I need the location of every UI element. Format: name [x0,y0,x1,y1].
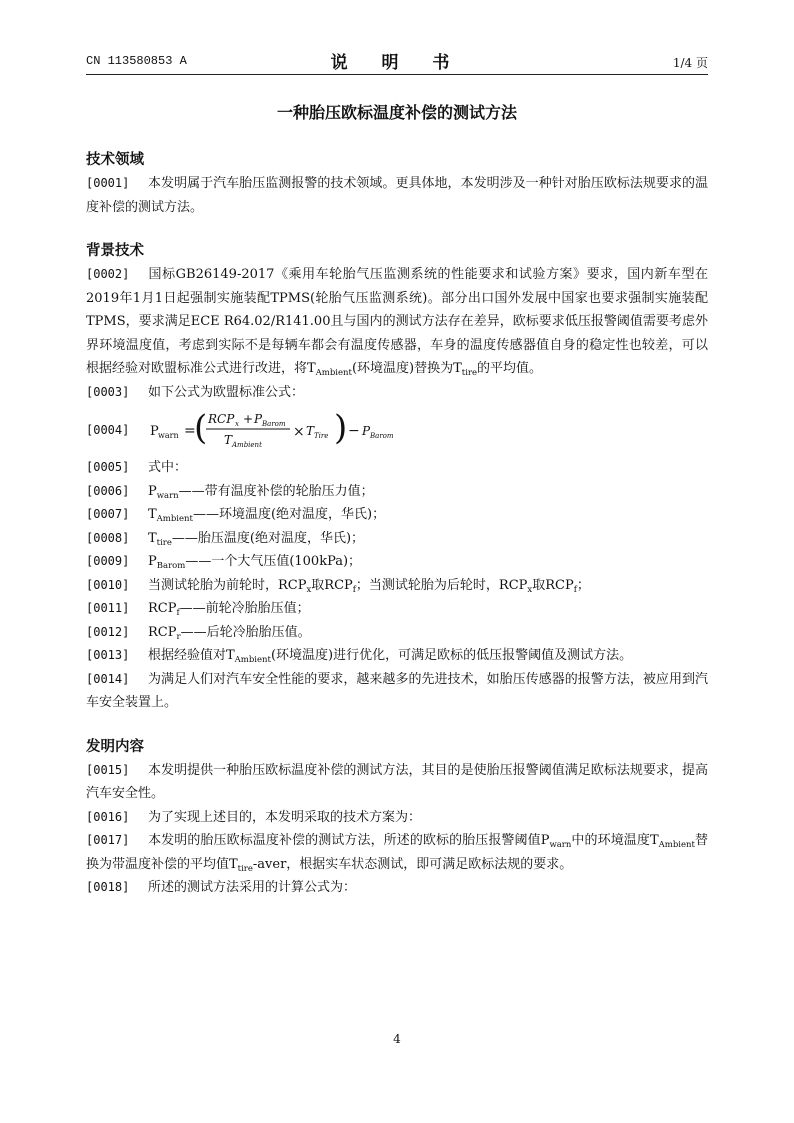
paragraph-number: [0004] [86,423,130,437]
page-header [86,48,708,74]
paragraph-0006 [86,480,708,504]
formula-pbarom: P [362,424,371,438]
formula-pbarom-num-sub: Barom [262,420,286,428]
paragraph-text: (环境温度)替换为T [351,361,462,376]
formula-rcp-sub: x [235,420,239,428]
paragraph-number: [0007] [86,507,130,521]
paragraph-0007 [86,503,708,527]
paragraph-text: 本发明属于汽车胎压监测报警的技术领域。更具体地，本发明涉及一种针对胎压欧标法规要求的温度补偿的测试方法。 [86,176,708,215]
formula-tambient-sub: Ambient [232,441,262,449]
formula-tambient: T [224,433,233,447]
eu-standard-formula [148,406,418,454]
paragraph-number: [0016] [86,809,130,824]
paragraph-text: 为满足人们对汽车安全性能的要求，越来越多的先进技术，如胎压传感器的报警方法，被应用到汽车安全装置上。 [86,671,708,710]
paragraph-text: -aver，根据实车状态测试，即可满足欧标法规的要求。 [252,856,573,872]
svg-text:−: − [348,423,360,439]
paragraph-0009 [86,550,708,574]
paragraph-0004 [86,406,708,454]
paragraph-text: ——后轮冷胎胎压值。 [180,624,311,640]
svg-text:): ) [334,408,348,448]
paragraph-0012 [86,621,708,645]
paragraph-text: 替换为带温度补偿的平均值T [86,833,708,872]
symbol: P [148,554,157,569]
subscript: warn [549,840,572,850]
paragraph-0014 [86,668,708,715]
formula-pwarn-sub: warn [158,431,179,440]
header-page-indicator: 1/4 页 [672,56,708,70]
paragraph-text: 取RCP [311,577,353,593]
page-number: 4 [393,1032,401,1046]
section-heading-field: 技术领域 [86,152,144,168]
svg-text:(: ( [194,408,208,448]
svg-text:×: × [293,424,305,440]
paragraph-number: [0006] [86,483,130,498]
paragraph-number: [0008] [86,530,130,545]
subscript: Ambient [315,368,352,378]
formula-ttire: T [306,424,315,438]
paragraph-0018 [86,876,708,900]
subscript: warn [156,490,179,501]
paragraph-0011 [86,597,708,621]
paragraph-number: [0013] [86,648,130,662]
subscript: f [573,584,577,595]
paragraph-0002 [86,263,708,381]
paragraph-text: ——胎压温度(绝对温度，华氏)； [171,530,365,546]
header-section-title: 说 明 书 [330,53,464,73]
paragraph-text: (环境温度)进行优化，可满足欧标的低压报警阈值及测试方法。 [270,648,633,663]
formula-pbarom-sub: Barom [370,432,394,440]
paragraph-text: 为了实现上述目的，本发明采取的技术方案为： [148,809,422,825]
paragraph-text: 本发明提供一种胎压欧标温度补偿的测试方法，其目的是使胎压报警阈值满足欧标法规要求，提高汽车安全性。 [86,762,708,801]
paragraph-text: ——一个大气压值(100kPa)； [185,554,362,569]
paragraph-text: 的平均值。 [477,361,543,376]
paragraph-0017 [86,829,708,876]
subscript: Ambient [234,655,271,665]
paragraph-text: 中的环境温度T [571,833,659,848]
paragraph-number: [0003] [86,384,130,399]
subscript: tire [237,863,253,874]
formula-pwarn: P [150,424,159,439]
document-body [86,148,708,900]
paragraph-text: 如下公式为欧盟标准公式： [148,384,305,400]
paragraph-number: [0002] [86,267,130,281]
paragraph-number: [0014] [86,671,130,686]
paragraph-0005 [86,456,708,480]
paragraph-text: ——带有温度补偿的轮胎压力值； [178,483,374,499]
subscript: Ambient [156,514,193,524]
svg-text:=: = [184,423,196,439]
formula-ttire-sub: Tire [314,432,329,440]
paragraph-text: ； [576,577,590,593]
paragraph-number: [0005] [86,460,130,474]
paragraph-0003 [86,381,708,405]
section-heading-background: 背景技术 [86,243,144,259]
paragraph-text: 所述的测试方法采用的计算公式为： [148,880,357,895]
document-title: 一种胎压欧标温度补偿的测试方法 [276,103,517,122]
symbol: RCP [148,624,177,640]
paragraph-0015 [86,759,708,806]
symbol: T [148,530,157,546]
subscript: f [352,584,356,595]
paragraph-0016 [86,806,708,830]
paragraph-text: ；当测试轮胎为后轮时，RCP [355,577,528,593]
publication-number: CN 113580853 A [86,54,187,68]
paragraph-number: [0011] [86,601,130,615]
paragraph-0013 [86,644,708,668]
header-rule [86,74,708,75]
subscript: Ambient [658,840,695,850]
symbol: P [148,483,157,499]
paragraph-number: [0017] [86,833,130,847]
formula-rcp: RCP [208,412,235,426]
paragraph-text: 取RCP [532,577,574,593]
paragraph-number: [0012] [86,624,130,639]
paragraph-number: [0015] [86,762,130,777]
subscript: r [176,631,181,642]
paragraph-number: [0010] [86,577,130,592]
paragraph-text: 当测试轮胎为前轮时，RCP [148,577,307,593]
paragraph-text: 式中： [148,460,188,475]
paragraph-text: 本发明的胎压欧标温度补偿的测试方法，所述的欧标的胎压报警阈值P [148,833,550,848]
paragraph-text: ——前轮冷胎胎压值； [179,601,310,616]
subscript: tire [156,537,172,548]
subscript: f [176,608,180,618]
subscript: x [527,584,533,595]
paragraph-number: [0001] [86,176,130,190]
paragraph-0001 [86,172,708,219]
symbol: T [148,507,157,522]
paragraph-0010 [86,574,708,598]
paragraph-text: ——环境温度(绝对温度，华氏)； [192,507,386,522]
paragraph-0008 [86,527,708,551]
section-heading-summary: 发明内容 [86,738,144,755]
subscript: x [306,584,312,595]
paragraph-number: [0009] [86,554,130,568]
paragraph-text: 根据经验值对T [148,648,235,663]
subscript: tire [461,368,478,378]
subscript: Barom [156,561,186,571]
symbol: RCP [148,601,177,616]
paragraph-number: [0018] [86,880,130,894]
paragraph-text: 国标GB26149-2017《乘用车轮胎气压监测系统的性能要求和试验方案》要求，国内新车型在2019年1月1日起强制实施装配TPMS(轮胎气压监测系统)。部分出口国外发展中国家也要求强制实施装配TPMS，要求满足ECE R64.02/R141.00且与国内的测试方法存在差异，欧标要求低压报警阈值需要考虑外界环境温度值，考虑到实际不是每辆车都会有温度传感器，车身的温度传感器值自身的稳定性也较差，可以根据经验对欧盟标准公式进行改进，将T [86,267,708,376]
svg-text:+: + [243,412,254,426]
formula-pbarom-num: P [254,412,263,426]
